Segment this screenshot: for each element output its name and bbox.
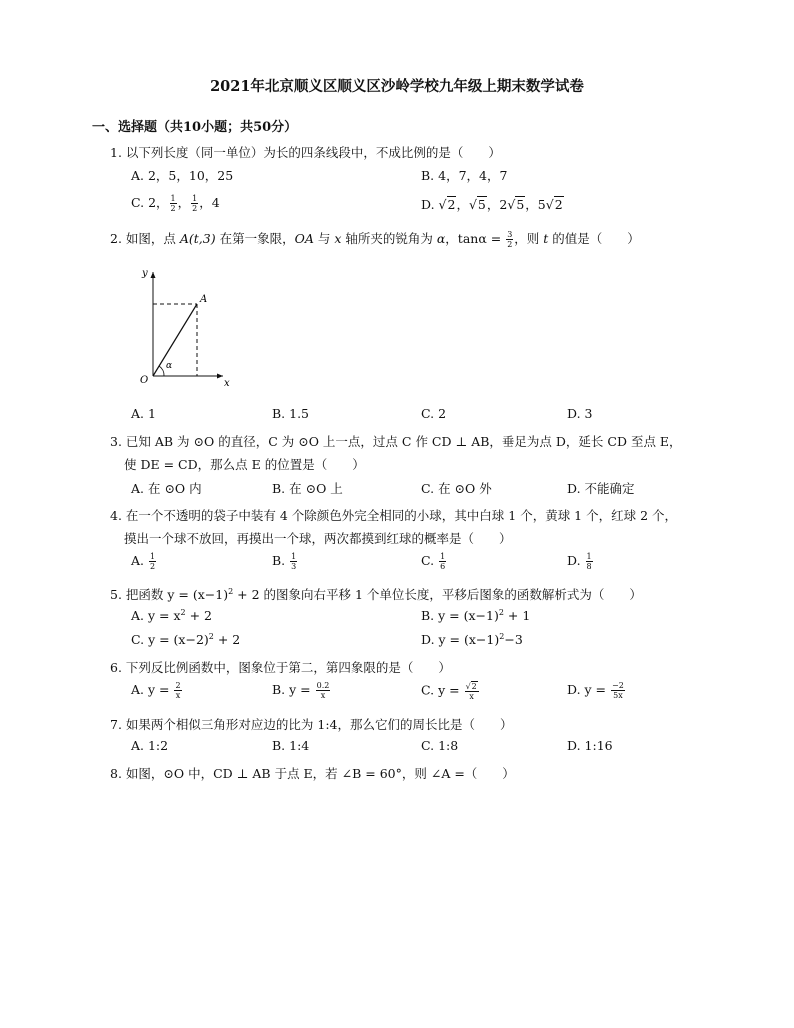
q6-b-fraction	[316, 681, 331, 700]
q6-c-denominator: x	[469, 692, 474, 701]
q3-option-a: A. 在 ⊙O 内	[131, 481, 202, 496]
q6-option-c	[421, 681, 480, 701]
q5-d-tail: −3	[504, 632, 523, 648]
q1-d-root-1: 2	[447, 197, 456, 212]
q2-tan-denominator: 2	[507, 240, 513, 249]
q5-option-b	[421, 608, 530, 623]
q2-option-a: A. 1	[131, 406, 156, 421]
question-1-stem: 1. 以下列长度（同一单位）为长的四条线段中，不成比例的是（ ）	[110, 145, 501, 160]
q4-b-fraction	[290, 552, 297, 571]
q5-c-tail: + 2	[213, 632, 241, 648]
question-8-stem: 8. 如图，⊙O 中，CD ⊥ AB 于点 E，若 ∠B = 60°，则 ∠A =（ ）	[110, 766, 515, 781]
q2-option-d: D. 3	[567, 406, 593, 421]
q4-c-denominator: 6	[440, 562, 446, 571]
x-label: x	[224, 378, 230, 389]
q4-a-prefix: A.	[131, 553, 148, 568]
q6-b-numerator: 0.2	[316, 681, 330, 690]
q6-d-prefix: D. y =	[567, 682, 611, 697]
q5-d-exponent: 2	[499, 632, 505, 641]
q1-c-prefix: C. 2，	[131, 195, 169, 210]
q1-d-coef-3: 2	[499, 197, 508, 212]
q1-c-f2-denominator: 2	[192, 204, 198, 213]
q6-option-d	[567, 681, 626, 700]
q6-d-fraction	[611, 681, 625, 700]
q4-b-denominator: 3	[291, 562, 297, 571]
q2-stem-e: ，tanα =	[445, 231, 506, 246]
q2-x: x	[334, 231, 342, 246]
q4-b-numerator: 1	[291, 552, 297, 561]
q4-option-b	[272, 552, 298, 571]
page-title: 2021年北京顺义区顺义区沙岭学校九年级上期末数学试卷	[210, 78, 584, 95]
q4-option-d	[567, 552, 594, 571]
origin-label: O	[140, 375, 149, 386]
segment-oa	[153, 304, 197, 376]
q1-c-fraction-2	[191, 194, 198, 213]
q2-option-b: B. 1.5	[272, 406, 310, 421]
q2-stem-b: 在第一象限，	[215, 231, 295, 246]
q4-a-denominator: 2	[149, 562, 156, 571]
q5-b-tail: + 1	[503, 608, 531, 624]
point-a-label: A	[200, 294, 208, 305]
q2-stem-g: 的值是（ ）	[548, 231, 640, 246]
q3-option-d: D. 不能确定	[567, 481, 635, 496]
section-heading: 一、选择题（共10小题；共50分）	[92, 120, 298, 135]
question-4-line-2: 摸出一个球不放回，再摸出一个球，两次都摸到红球的概率是（ ）	[124, 531, 512, 546]
angle-arc	[159, 366, 164, 376]
q6-a-fraction	[174, 681, 181, 700]
q7-option-a: A. 1:2	[131, 738, 169, 753]
q6-a-numerator: 2	[175, 681, 181, 690]
y-axis-arrow	[151, 272, 156, 278]
q5-d-text: D. y = (x−1)	[421, 632, 500, 648]
q6-b-denominator: x	[320, 691, 326, 700]
q6-b-prefix: B. y =	[272, 682, 315, 697]
q5-stem-a: 5. 把函数 y = (x−1)	[110, 587, 229, 602]
q2-stem-f: ，则	[514, 231, 544, 246]
q3-option-c: C. 在 ⊙O 外	[421, 481, 492, 496]
q4-a-fraction	[149, 552, 156, 571]
q6-a-prefix: A. y =	[131, 682, 174, 697]
question-4-line-1: 4. 在一个不透明的袋子中装有 4 个除颜色外完全相同的小球，其中白球 1 个，黄球 1 个，红球 2 个，	[110, 508, 678, 523]
q4-b-prefix: B.	[272, 553, 290, 568]
q5-option-d	[421, 632, 523, 647]
q5-b-text: B. y = (x−1)	[421, 608, 499, 624]
question-6-stem: 6. 下列反比例函数中，图象位于第二，第四象限的是（ ）	[110, 660, 451, 675]
q2-oa: OA	[294, 231, 314, 246]
q5-a-text: A. y = x	[131, 608, 181, 624]
q6-c-numerator: √2	[465, 682, 477, 691]
q6-c-fraction	[465, 681, 479, 701]
q4-c-prefix: C.	[421, 553, 439, 568]
q5-option-c	[131, 632, 240, 647]
q1-c-fraction-1	[170, 194, 177, 213]
q4-d-denominator: 8	[586, 562, 592, 571]
q1-d-root-2: 5	[477, 197, 486, 212]
q2-tan-fraction	[506, 230, 513, 249]
q1-c-suffix: ，4	[199, 195, 220, 210]
q2-stem-d: 轴所夹的锐角为	[341, 231, 437, 246]
q6-a-denominator: x	[175, 691, 181, 700]
q7-option-c: C. 1:8	[421, 738, 459, 753]
q5-c-exponent: 2	[208, 632, 214, 641]
q2-option-c: C. 2	[421, 406, 447, 421]
q6-c-root: 2	[471, 682, 477, 691]
q1-d-prefix: D.	[421, 197, 439, 212]
q5-stem-exponent: 2	[228, 586, 234, 596]
q5-stem-b: + 2 的图象向右平移 1 个单位长度，平移后图象的函数解析式为（ ）	[233, 587, 642, 602]
q1-c-f2-numerator: 1	[192, 194, 198, 203]
q4-option-c	[421, 552, 447, 571]
q2-point: A(t,3)	[179, 231, 216, 246]
y-label: y	[142, 268, 148, 279]
q4-c-fraction	[439, 552, 446, 571]
q6-option-b	[272, 681, 331, 700]
q2-stem-a: 2. 如图，点	[110, 231, 180, 246]
question-5-stem	[110, 585, 642, 603]
q3-option-b: B. 在 ⊙O 上	[272, 481, 343, 496]
q1-c-f1-denominator: 2	[170, 204, 176, 213]
q1-option-b: B. 4，7，4，7	[421, 168, 508, 183]
q1-option-a: A. 2，5，10，25	[131, 168, 234, 183]
q2-t: t	[543, 231, 549, 246]
q1-c-f1-numerator: 1	[170, 194, 176, 203]
q2-coordinate-figure	[128, 262, 238, 392]
question-7-stem: 7. 如果两个相似三角形对应边的比为 1:4，那么它们的周长比是（ ）	[110, 717, 513, 732]
q6-d-numerator: −2	[612, 681, 624, 690]
q1-d-coef-4: 5	[537, 197, 546, 212]
q2-tan-numerator: 3	[507, 230, 513, 239]
q4-c-numerator: 1	[440, 552, 446, 561]
q6-option-a	[131, 681, 183, 700]
q7-option-d: D. 1:16	[567, 738, 613, 753]
q5-b-exponent: 2	[498, 608, 504, 617]
q2-alpha: α	[436, 231, 446, 246]
question-3-line-2: 使 DE = CD，那么点 E 的位置是（ ）	[124, 457, 365, 472]
q1-option-c: C. 2， $\frac{1}{2}$ ， $\frac{1}{2}$ ，4	[131, 194, 220, 213]
q5-c-text: C. y = (x−2)	[131, 632, 209, 648]
q4-option-a	[131, 552, 157, 571]
q1-option-d: D. √2，√5，2√5，5√2	[421, 197, 563, 212]
q2-stem-c: 与	[313, 231, 335, 246]
q1-d-root-4: 2	[554, 197, 563, 212]
q5-a-tail: + 2	[185, 608, 212, 624]
q5-a-exponent: 2	[180, 608, 186, 617]
x-axis-arrow	[217, 374, 223, 379]
q5-option-a	[131, 608, 212, 623]
q4-d-prefix: D.	[567, 553, 585, 568]
q6-c-prefix: C. y =	[421, 682, 464, 698]
q7-option-b: B. 1:4	[272, 738, 310, 753]
question-2-stem	[110, 229, 640, 249]
q4-d-numerator: 1	[586, 552, 592, 561]
alpha-label: α	[166, 361, 173, 371]
question-3-line-1: 3. 已知 AB 为 ⊙O 的直径，C 为 ⊙O 上一点，过点 C 作 CD ⊥ AB，垂足为点 D，延长 CD 至点 E，	[110, 434, 682, 449]
q4-a-numerator: 1	[149, 552, 156, 561]
q1-d-root-3: 5	[516, 197, 525, 212]
q6-d-denominator: 5x	[613, 691, 623, 700]
q4-d-fraction	[586, 552, 593, 571]
